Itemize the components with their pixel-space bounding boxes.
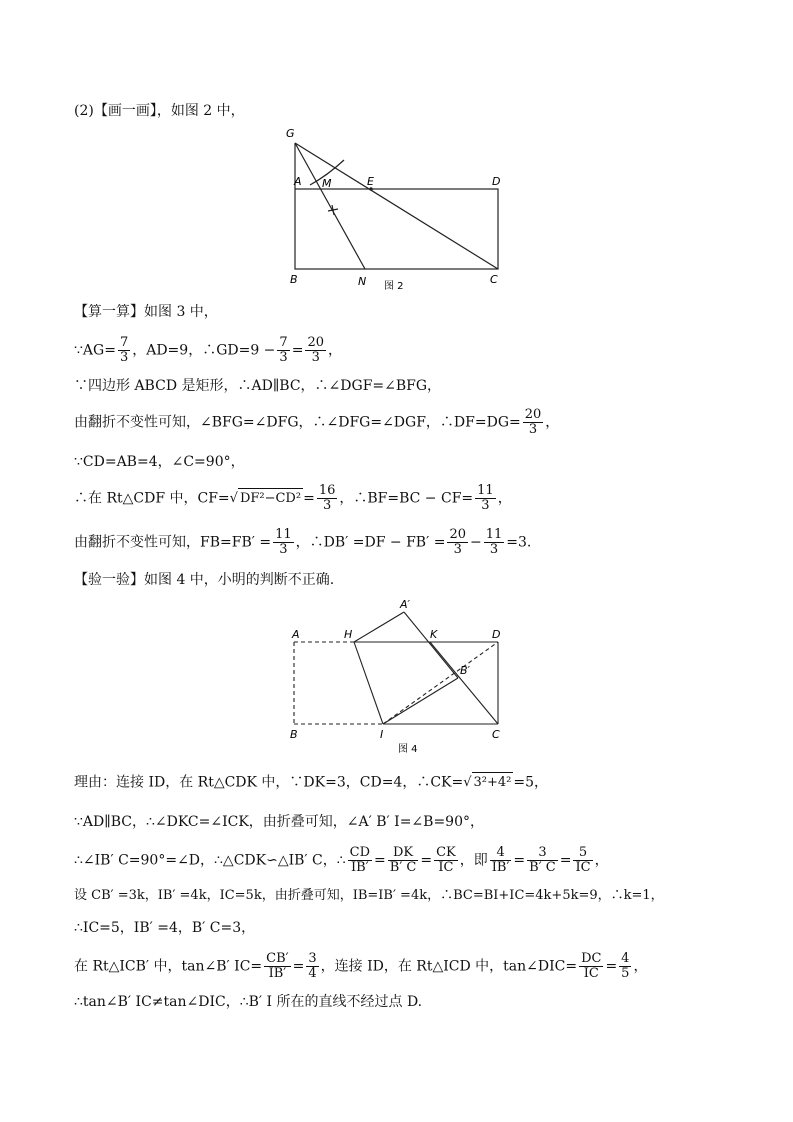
calc-line-2: ∵四边形 ABCD 是矩形，∴AD∥BC，∴∠DGF=∠BFG， [74, 378, 442, 394]
calc-line-4: ∵CD=AB=4，∠C=90°， [74, 454, 245, 470]
verify-line-3: ∴∠IB′ C=90°=∠D，∴△CDK∽△IB′ C，∴ $\frac{CD}{IB'}$ = $\frac{DK}{B' C}$ = $\frac{CK}{IC}$ ，即 $\frac{4}{IB'}$ = $\frac{3}{B' C}$ = $\frac{5}{IC}$ ， [74, 845, 609, 875]
calc-line-6: 由翻折不变性可知，FB=FB′ = $\frac{11}{3}$ ，∴DB′ =DF − FB′ = $\frac{20}{3}$ − $\frac{11}{3}$ =3. [74, 527, 532, 557]
figure-2 [280, 125, 520, 295]
verify-line-6: 在 Rt△ICB′ 中，tan∠B′ IC= $\frac{CB'}{IB'}$ = $\frac{3}{4}$ ，连接 ID，在 Rt△ICD 中，tan∠DIC= $\frac{DC}{IC}$ = $\frac{4}{5}$ ， [74, 951, 648, 981]
figure-4 [280, 596, 520, 756]
fig2-label-g: G [286, 127, 295, 140]
fig4-line-hi [354, 642, 383, 724]
verify-line-7: ∴tan∠B′ IC≠tan∠DIC，∴B′ I 所在的直线不经过点 D. [74, 994, 423, 1010]
fig2-label-c: C [490, 273, 498, 286]
fig4-label-d: D [492, 628, 501, 641]
fig4-label-k: K [430, 628, 438, 641]
fig4-label-a: A [292, 628, 300, 641]
fig4-label-a2: A′ [400, 598, 411, 611]
fig2-label-m: M [322, 177, 332, 190]
calc-line-3: 由翻折不变性可知，∠BFG=∠DFG，∴∠DFG=∠DGF，∴DF=DG= $\frac{20}{3}$ ， [74, 407, 560, 437]
verify-line-1: 理由：连接 ID，在 Rt△CDK 中，∵DK=3，CD=4，∴CK=√ 3²+4² =5， [74, 772, 548, 793]
fig4-line-ha [354, 612, 404, 642]
fig2-label-d: D [492, 175, 501, 188]
calc-line-5: ∴在 Rt△CDF 中，CF=√ DF²−CD² = $\frac{16}{3}$ ，∴BF=BC − CF= $\frac{11}{3}$ ， [74, 483, 512, 513]
calc-line-1: ∵AG= $\frac{7}{3}$ ，AD=9，∴GD=9 − $\frac{7}{3}$ = $\frac{20}{3}$ ， [74, 335, 342, 365]
fig4-caption: 图 4 [398, 744, 418, 755]
fig4-line-ab [404, 612, 458, 678]
verify-line-2: ∵AD∥BC，∴∠DKC=∠ICK，由折叠可知，∠A′ B′ I=∠B=90°， [74, 814, 484, 830]
fig2-line-gc [295, 143, 501, 269]
fig2-label-n: N [358, 275, 367, 288]
verify-line-5: ∴IC=5，IB′ =4，B′ C=3， [74, 920, 256, 936]
section-calc-heading: 【算一算】如图 3 中， [74, 304, 218, 320]
fig2-label-b: B [290, 273, 298, 286]
section-verify-heading: 【验一验】如图 4 中，小明的判断不正确. [74, 572, 335, 588]
section-draw-heading: (2)【画一画】，如图 2 中， [74, 103, 245, 119]
fig2-label-e: E [367, 175, 374, 188]
fig2-caption: 图 2 [384, 281, 404, 292]
fig4-label-b: B [290, 728, 298, 741]
fig4-line-ib2 [383, 678, 458, 724]
verify-line-4: 设 CB′ =3k，IB′ =4k，IC=5k，由折叠可知，IB=IB′ =4k，∴BC=BI+IC=4k+5k=9，∴k=1， [74, 888, 664, 903]
fig2-label-a: A [294, 175, 302, 188]
fig2-rectangle [295, 189, 498, 269]
fig4-label-h: H [344, 628, 353, 641]
fig2-line-gn [295, 143, 365, 269]
fig4-label-c: C [492, 728, 500, 741]
fig4-label-b2: B′ [460, 664, 471, 677]
fig4-label-i: I [380, 728, 384, 741]
